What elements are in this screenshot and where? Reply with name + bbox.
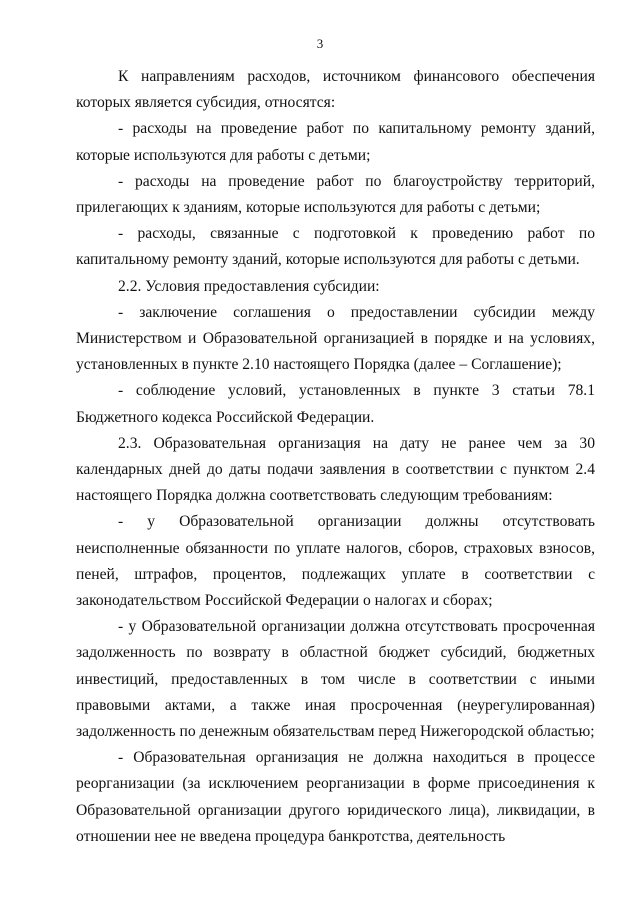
paragraph-expense-directions: К направлениям расходов, источником финансового обеспечения которых является субсидия, относятся: <box>76 68 595 112</box>
document-body <box>76 64 595 850</box>
paragraph-capital-repair: - расходы на проведение работ по капитальному ремонту зданий, которые используются для работы с детьми; <box>76 120 595 164</box>
paragraph-section-2-2: 2.2. Условия предоставления субсидии: <box>118 277 380 295</box>
page-number: 3 <box>316 36 324 51</box>
paragraph-preparation: - расходы, связанные с подготовкой к проведению работ по капитальному ремонту зданий, которые используются для работы с детьми. <box>76 225 595 269</box>
paragraph-reorganization: - Образовательная организация не должна находиться в процессе реорганизации (за исключением реорганизации в форме присоединения к Образовательной организации другого юридического лица), ликвидации, в отношении нее не введена процедура банкротства, деятельность <box>76 749 595 845</box>
paragraph-landscaping: - расходы на проведение работ по благоустройству территорий, прилегающих к зданиям, которые используются для работы с детьми; <box>76 172 595 217</box>
paragraph-overdue-debt: - у Образовательной организации должна отсутствовать просроченная задолженность по возврату в областной бюджет субсидий, бюджетных инвестиций, предоставленных в том числе в соответствии с иными правовыми актами, а также иная просроченная (неурегулированная) задолженность по денежным обязательствам перед Нижегородской областью; <box>76 618 595 741</box>
paragraph-tax-obligations: - у Образовательной организации должны отсутствовать неисполненные обязанности по уплате налогов, сборов, страховых взносов, пеней, штрафов, процентов, подлежащих уплате в соответствии с законодательством Российской Федерации о налогах и сборах; <box>76 513 595 610</box>
paragraph-section-2-3: 2.3. Образовательная организация на дату не ранее чем за 30 календарных дней до даты подачи заявления в соответствии с пунктом 2.4 настоящего Порядка должна соответствовать следующим требованиям: <box>76 434 595 505</box>
paragraph-agreement: - заключение соглашения о предоставлении субсидии между Министерством и Образовательной организацией в порядке и на условиях, установленных в пункте 2.10 настоящего Порядка (далее – Соглашение); <box>76 303 595 374</box>
paragraph-budget-code: - соблюдение условий, установленных в пункте 3 статьи 78.1 Бюджетного кодекса Российской Федерации. <box>76 382 595 426</box>
